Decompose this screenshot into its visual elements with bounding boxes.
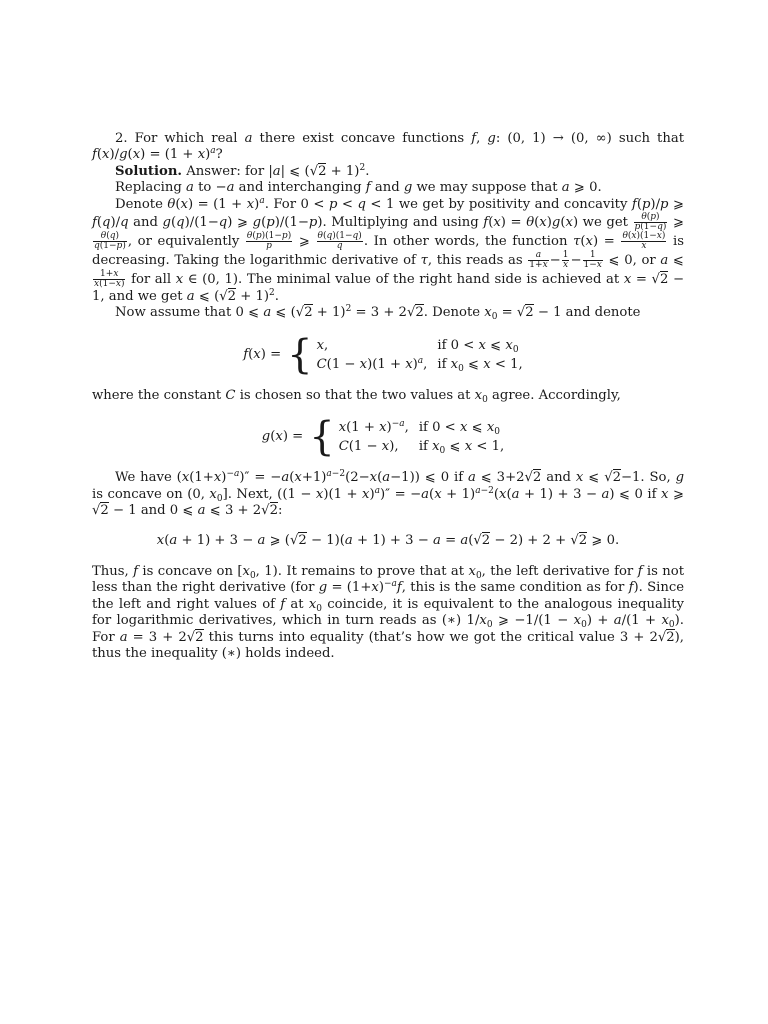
paragraph-constant: where the constant C is chosen so that the two values at $x_0$ agree. Accordingly, bbox=[92, 387, 621, 405]
g-piecewise-definition: g(x) = { $x(1 + x)^{-a}$, if 0 < x ⩽ $x_0$ C(1 − x), if $x_0$ ⩽ x < 1, bbox=[261, 414, 505, 461]
paragraph-concavity: We have $(x(1+x)^{-a})'' = -a(x+1)^{a-2}(2-x(a-1))$ ⩽ 0 if a ⩽ 3+2√2 and x ⩽ √2−1. So, g is concave on (0, $x_0$]. Next, $((1 - x)(1 + x)^a)'' = -a(x + 1)^{a-2}(x(a + 1) + 3 - a)$ ⩽ 0 if x ⩾ √2 − 1 and 0 ⩽ a ⩽ 3 + 2√2: bbox=[92, 469, 685, 519]
paragraph-construction: Now assume that 0 ⩽ a ⩽ $(√2 + 1)^2 = 3 + 2√2$. Denote $x_0 = √2 - 1$ and denote bbox=[115, 304, 641, 323]
paragraph-conclusion: Thus, f is concave on [$x_0$, 1). It remains to prove that at $x_0$, the left derivative for f is not less than the right derivative (for $g = (1+x)^{-a}f$, this is the same condition as for f). Since the left and right values of f at $x_0$ coincide, it is equivalent to the analogous inequality for logarithmic derivatives, which in turn reads as (∗) $1/x_0$ ⩾ $-1/(1 - x_0) + a/(1 + x_0)$. For a = 3 + 2√2 this turns into equality (that’s how we got the critical value 3 + 2√2), thus the inequality (∗) holds indeed. bbox=[92, 563, 685, 661]
f-piecewise-definition: f(x) = { x, if 0 < x ⩽ $x_0$ $C(1 - x)(1 + x)^a$, if $x_0$ ⩽ x < 1, bbox=[243, 331, 523, 378]
solution-answer: Solution. Answer: for |a| ⩽ $(√2 + 1)^2$. bbox=[115, 162, 370, 179]
paragraph-necessity: Denote $\theta(x) = (1 + x)^a$. For 0 < p < q < 1 we get by positivity and concavity f(p)/p ⩾ f(q)/q and g(q)/(1−q) ⩾ g(p)/(1−p). Multiplying and using f(x) = θ(x)g(x) we get $\frac{\theta(p)}{p(1-q)}$ ⩾ $\frac{\theta(q)}{q(1-p)}$ , or equivalently $\frac{\theta(p)(1-p)}{p}$ ⩾ $\frac{\theta(q)(1-q)}{q}$ . In other words, the function τ(x) = $\frac{\theta(x)(1-x)}{x}$ is decreasing. Taking the logarithmic derivative of τ, this reads as $\frac{a}{1+x}$ − $\frac{1}{x}$ − $\frac{1}{1-x}$ ⩽ 0, or a ⩽ $\frac{1+x}{x(1-x)}$ for all x ∈ (0, 1). The minimal value of the right hand side is achieved at x = √2 − 1, and we get a ⩽ $(√2 + 1)^2$. bbox=[92, 195, 685, 305]
paragraph-symmetry: Replacing a to −a and interchanging f and g we may suppose that a ⩾ 0. bbox=[115, 180, 602, 196]
display-inequality: x(a + 1) + 3 − a ⩾ (√2 − 1)(a + 1) + 3 − a = a(√2 − 2) + 2 + √2 ⩾ 0. bbox=[156, 533, 620, 549]
solution-text bbox=[92, 131, 684, 662]
problem-statement: 2. For which real a there exist concave functions f, g: (0, 1) → (0, ∞) such that $f(x)/g(x) = (1 + x)^a$? bbox=[92, 131, 684, 163]
